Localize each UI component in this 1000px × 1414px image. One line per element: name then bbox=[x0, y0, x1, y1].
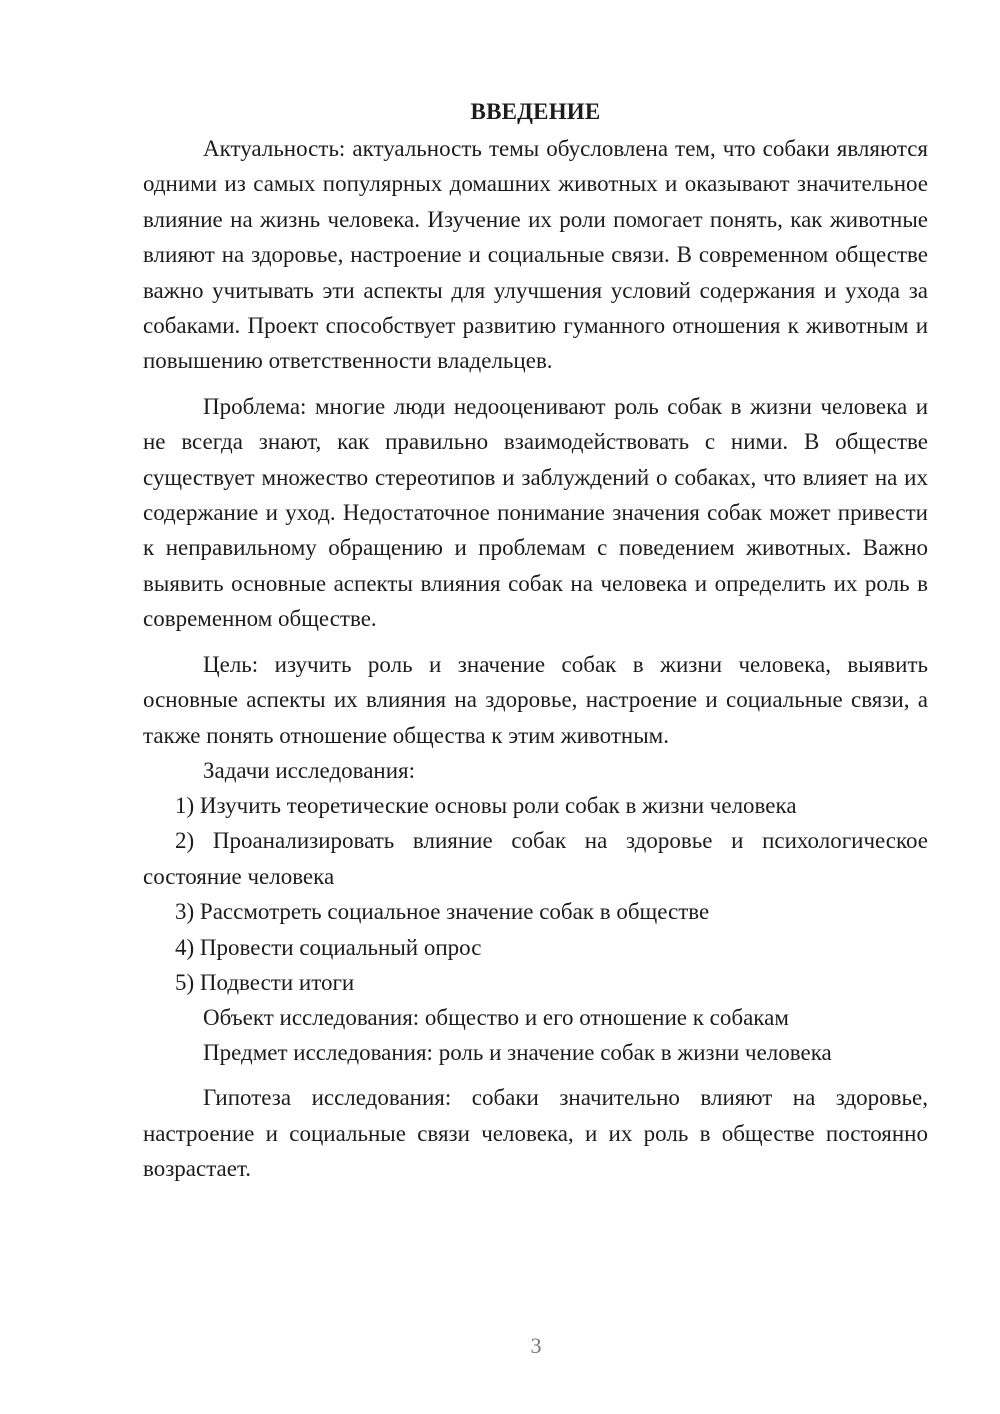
relevance-paragraph: Актуальность: актуальность темы обусловлена тем, что собаки являются одними из самых популярных домашних животных и оказывают значительное влияние на жизнь человека. Изучение их роли помогает понять, как животные влияют на здоровье, настроение и социальные связи. В современном обществе важно учитывать эти аспекты для улучшения условий содержания и ухода за собаками. Проект способствует развитию гуманного отношения к животным и повышению ответственности владельцев. bbox=[143, 136, 928, 374]
task-item-5: 5) Подвести итоги bbox=[175, 969, 355, 995]
problem-paragraph: Проблема: многие люди недооценивают роль собак в жизни человека и не всегда знают, как правильно взаимодействовать с ними. В обществе существует множество стереотипов и заблуждений о собаках, что влияет на их содержание и уход. Недостаточное понимание значения собак может привести к неправильному обращению и проблемам с поведением животных. Важно выявить основные аспекты влияния собак на человека и определить их роль в современном обществе. bbox=[143, 393, 928, 632]
task-item-1: 1) Изучить теоретические основы роли собак в жизни человека bbox=[175, 792, 797, 818]
task-item-4: 4) Провести социальный опрос bbox=[175, 934, 482, 960]
page-title: ВВЕДЕНИЕ bbox=[470, 99, 601, 124]
page-content bbox=[143, 94, 928, 1187]
hypothesis-paragraph: Гипотеза исследования: собаки значительно влияют на здоровье, настроение и социальные связи человека, и их роль в обществе постоянно возрастает. bbox=[143, 1085, 928, 1182]
subject-paragraph: Предмет исследования: роль и значение собак в жизни человека bbox=[203, 1040, 832, 1066]
page-number: 3 bbox=[530, 1333, 542, 1358]
task-item-3: 3) Рассмотреть социальное значение собак в обществе bbox=[175, 899, 710, 925]
object-paragraph: Объект исследования: общество и его отношение к собакам bbox=[203, 1005, 789, 1031]
goal-paragraph: Цель: изучить роль и значение собак в жизни человека, выявить основные аспекты их влияния на здоровье, настроение и социальные связи, а также понять отношение общества к этим животным. bbox=[143, 651, 928, 748]
task-item-2: 2) Проанализировать влияние собак на здоровье и психологическое состояние человека bbox=[143, 828, 928, 889]
tasks-heading: Задачи исследования: bbox=[203, 757, 416, 783]
